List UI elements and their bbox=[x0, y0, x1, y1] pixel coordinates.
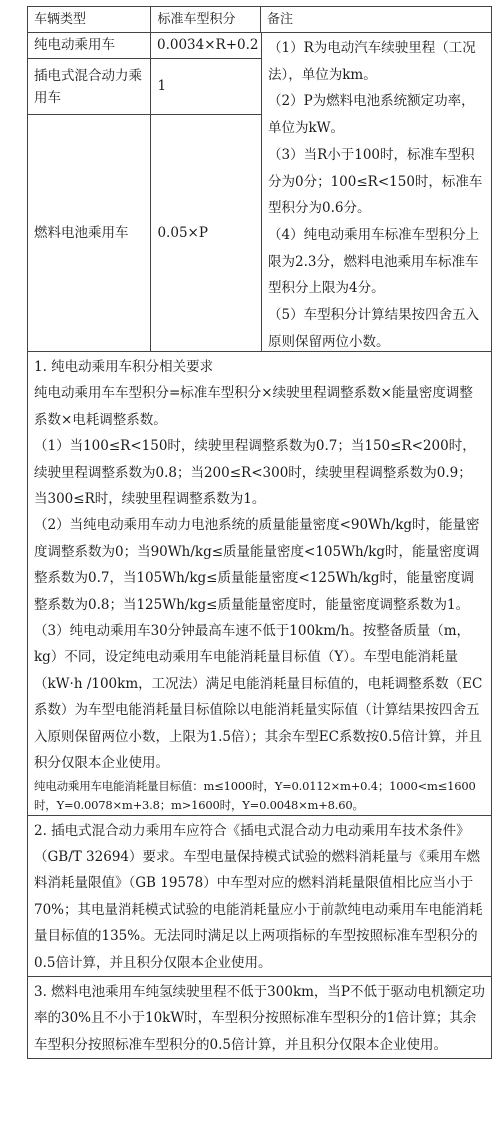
table-body-block bbox=[28, 33, 491, 352]
notes-cell bbox=[262, 33, 491, 351]
note-item: （5）车型积分计算结果按四舍五入原则保留两位小数。 bbox=[268, 307, 480, 350]
vehicle-type-cell: 插电式混合动力乘用车 bbox=[28, 59, 151, 114]
standard-score-cell: 0.05×P bbox=[157, 224, 208, 241]
vehicle-rows bbox=[28, 33, 262, 351]
table-row bbox=[28, 33, 261, 59]
note-item: （2）P为燃料电池系统额定功率，单位为kW。 bbox=[268, 93, 475, 137]
paragraph: 2. 插电式混合动力乘用车应符合《插电式混合动力电动乘用车技术条件》（GB/T 32694）要求。车型电量保持模式试验的燃料消耗量与《乘用车燃料消耗量限值》（GB 19578）中车型对应的燃料消耗量限值相比应当小于70%；其电量消耗模式试验的电能消耗量应小于前款纯电动乘用车电能消耗量目标值的135%。无法同时满足以上两项指标的车型按照标准车型积分的0.5倍计算，并且积分仅限本企业使用。 bbox=[34, 822, 483, 971]
header-standard-score: 标准车型积分 bbox=[151, 7, 261, 32]
header-notes: 备注 bbox=[267, 12, 294, 27]
paragraph: （2）当纯电动乘用车动力电池系统的质量能量密度<90Wh/kg时，能量密度调整系数为0；当90Wh/kg≤质量能量密度<105Wh/kg时，能量密度调整系数为0.7，当105Wh/kg≤质量能量密度<125Wh/kg时，能量密度调整系数为0.8；当125Wh/kg≤质量能量密度时，能量密度调整系数为1。 bbox=[34, 517, 480, 613]
vehicle-type-cell: 纯电动乘用车 bbox=[28, 33, 151, 58]
table-header-row bbox=[28, 7, 491, 33]
header-vehicle-type: 车辆类型 bbox=[28, 7, 151, 32]
section-bev-requirements bbox=[28, 352, 491, 816]
paragraph: （1）当100≤R<150时，续驶里程调整系数为0.7；当150≤R<200时，续驶里程调整系数为0.8；当200≤R<300时，续驶里程调整系数为0.9；当300≤R时，续驶里程调整系数为1。 bbox=[34, 438, 476, 508]
note-item: （1）R为电动汽车续驶里程（工况法），单位为km。 bbox=[268, 40, 476, 83]
standard-score-cell: 1 bbox=[157, 78, 167, 94]
section-phev-requirements bbox=[28, 816, 491, 977]
section-fcev-requirements bbox=[28, 977, 491, 1058]
formula-paragraph: 纯电动乘用车电能消耗量目标值：m≤1000时，Y=0.0112×m+0.4；1000<m≤1600时，Y=0.0078×m+3.8；m>1600时，Y=0.0048×m+8.60。 bbox=[34, 778, 476, 812]
paragraph: 纯电动乘用车车型积分=标准车型积分×续驶里程调整系数×能量密度调整系数×电耗调整系数。 bbox=[34, 385, 473, 428]
table-row bbox=[28, 115, 261, 351]
note-item: （3）当R小于100时，标准车型积分为0分；100≤R<150时，标准车型积分为0.6分。 bbox=[268, 146, 483, 217]
paragraph: （3）纯电动乘用车30分钟最高车速不低于100km/h。按整备质量（m，kg）不同，设定纯电动乘用车电能消耗量目标值（Y）。车型电能消耗量（kW·h /100km，工况法）满足电能消耗量目标值的，电耗调整系数（EC系数）为车型电能消耗量目标值除以电能消耗量实际值（计算结果按四舍五入原则保留两位小数，上限为1.5倍）；其余车型EC系数按0.5倍计算，并且积分仅限本企业使用。 bbox=[34, 623, 483, 772]
section-title: 1. 纯电动乘用车积分相关要求 bbox=[34, 359, 214, 375]
note-item: （4）纯电动乘用车标准车型积分上限为2.3分，燃料电池乘用车标准车型积分上限为4分。 bbox=[268, 226, 480, 297]
vehicle-type-cell: 燃料电池乘用车 bbox=[28, 115, 151, 351]
paragraph: 3. 燃料电池乘用车纯氢续驶里程不低于300km，当P不低于驱动电机额定功率的30%且不小于10kW时，车型积分按照标准车型积分的1倍计算；其余车型积分按照标准车型积分的0.5倍计算，并且积分仅限本企业使用。 bbox=[34, 983, 486, 1053]
points-table bbox=[27, 6, 492, 1059]
standard-score-cell: 0.0034×R+0.2 bbox=[157, 37, 259, 53]
table-row bbox=[28, 59, 261, 115]
